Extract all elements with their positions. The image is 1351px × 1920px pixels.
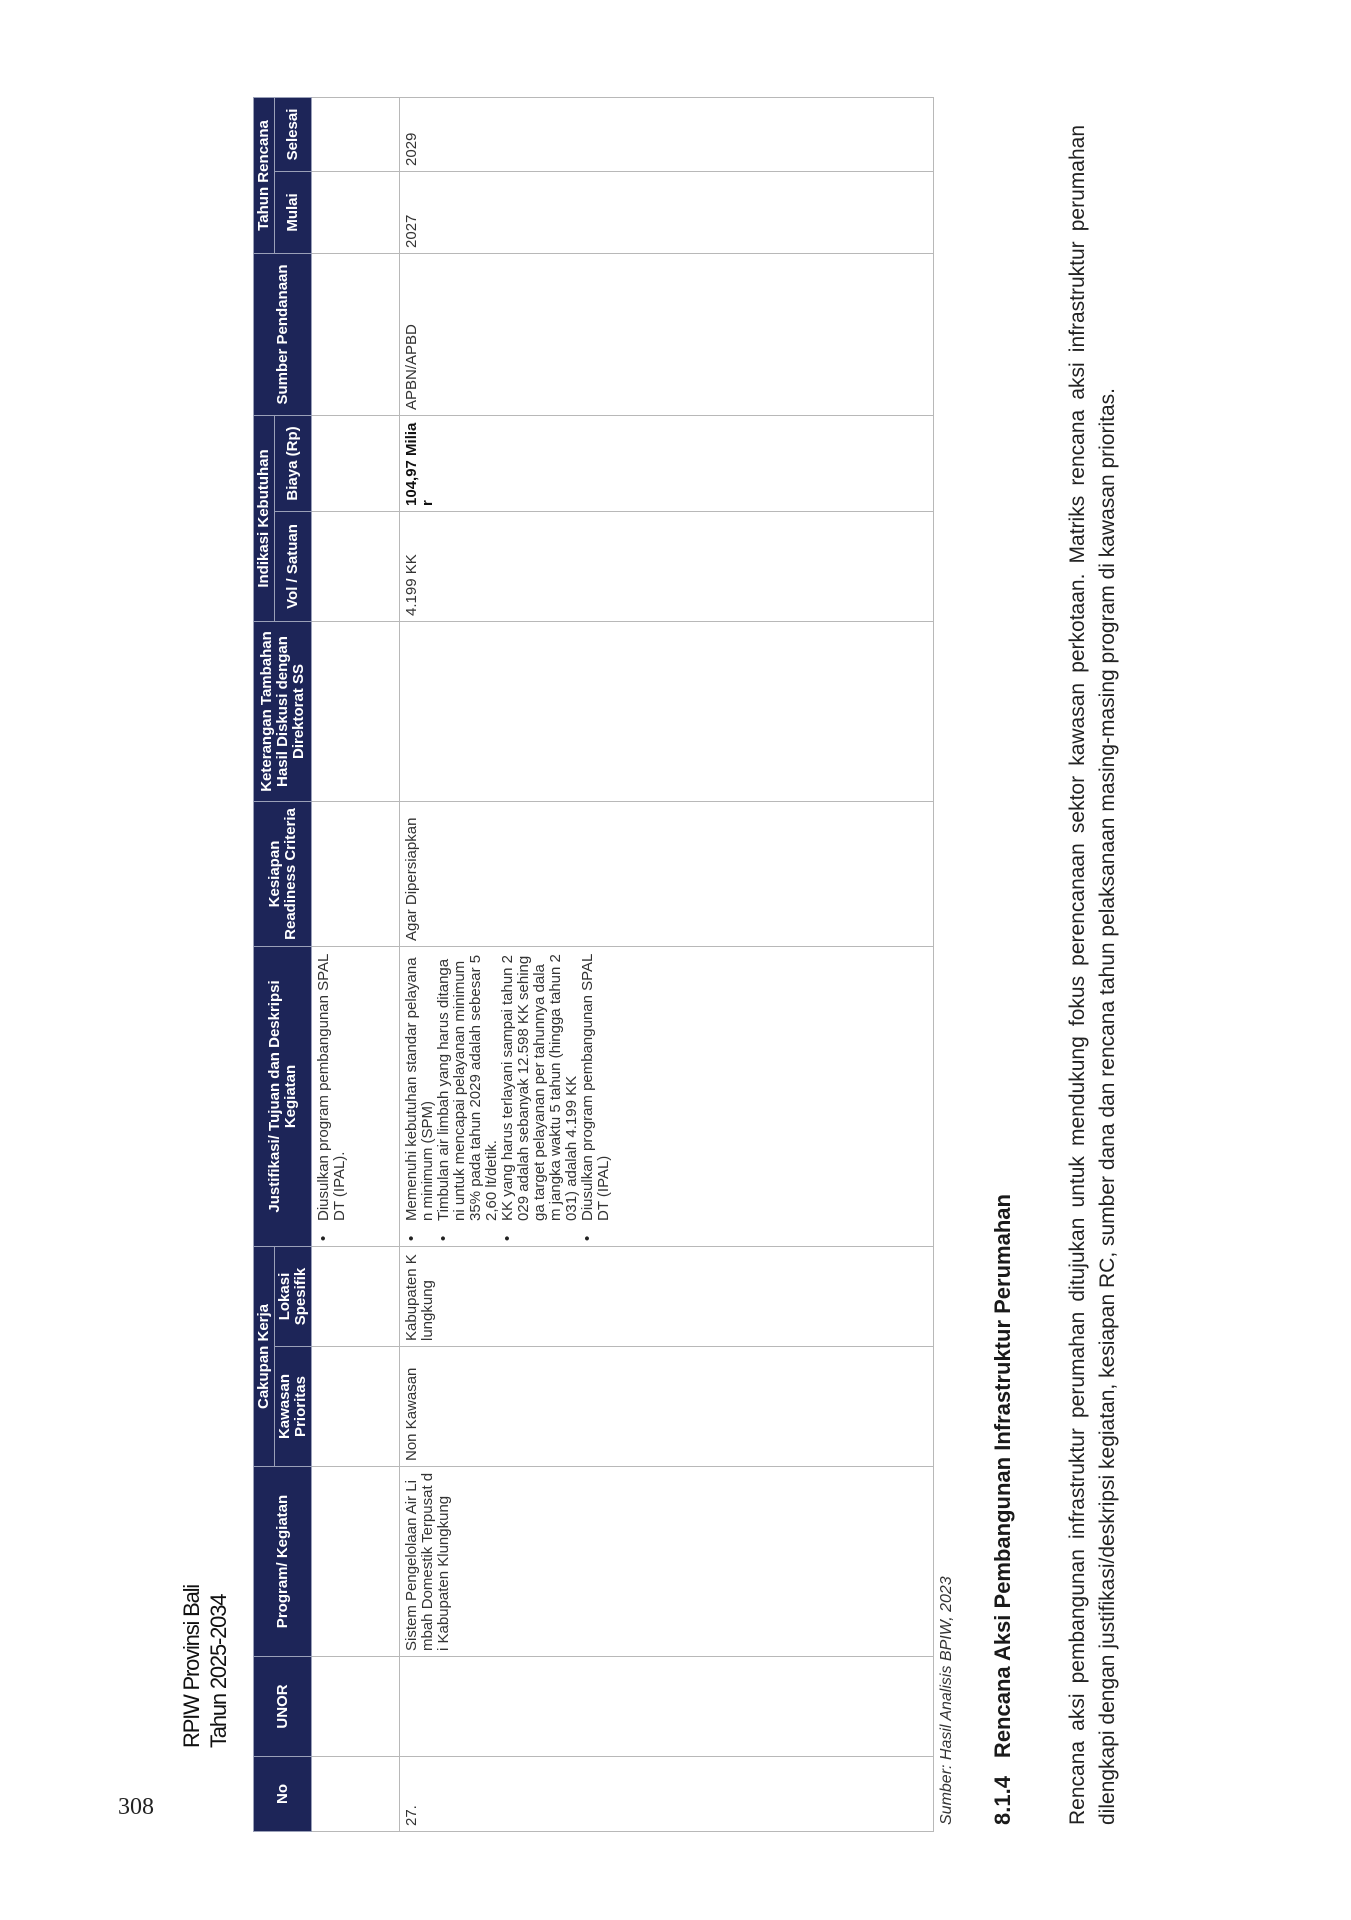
- table-header-row-1: [254, 97, 275, 1831]
- header-unor: UNOR: [254, 1657, 312, 1757]
- action-plan-table: [253, 97, 934, 1832]
- header-kesiapan: Kesiapan Readiness Criteria: [254, 801, 312, 946]
- table-row-continued: [312, 97, 400, 1831]
- header-program: Program/ Kegiatan: [254, 1467, 312, 1657]
- section-paragraph: Rencana aksi pembangunan infrastruktur perumahan ditujukan untuk mendukung fokus perencanaan sektor kawasan perkotaan. Matriks rencana aksi infrastruktur perumahan dilengkapi dengan justifikasi/deskripsi kegiatan, kesiapan RC, sumber dana dan rencana tahun pelaksanaan masing-masing program di kawasan prioritas.: [1066, 125, 1119, 1825]
- section-title: Rencana Aksi Pembangunan Infrastruktur Perumahan: [990, 1194, 1015, 1759]
- header-no: No: [254, 1757, 312, 1832]
- header-selesai: Selesai: [275, 97, 312, 171]
- cell-selesai: 2029: [399, 97, 933, 171]
- header-line-2: Tahun 2025-2034: [206, 1594, 231, 1748]
- cell-program: Sistem Pengelolaan Air Limbah Domestik Terpusat di Kabupaten Klungkung: [399, 1467, 933, 1657]
- header-mulai: Mulai: [275, 171, 312, 253]
- cell-vol: 4.199 KK: [399, 511, 933, 621]
- header-indikasi-kebutuhan: Indikasi Kebutuhan: [254, 415, 275, 621]
- cell-kesiapan: Agar Dipersiapkan: [399, 801, 933, 946]
- cell-justifikasi-prev: [312, 946, 400, 1246]
- cell-sumber: APBN/APBD: [399, 253, 933, 415]
- table-row: [399, 97, 933, 1831]
- header-kawasan-prioritas: Kawasan Prioritas: [275, 1347, 312, 1467]
- cell-unor: [399, 1657, 933, 1757]
- cell-biaya: 104,97 Miliar: [399, 415, 933, 511]
- list-item: • Diusulkan program pembangunan SPALDT (IPAL): [580, 952, 612, 1221]
- cell-no: 27.: [399, 1757, 933, 1832]
- list-item: • Diusulkan program pembangunan SPALDT (IPAL).: [316, 952, 348, 1221]
- cell-keterangan: [399, 621, 933, 801]
- header-tahun-rencana: Tahun Rencana: [254, 97, 275, 253]
- table-source-note: Sumber: Hasil Analisis BPIW, 2023: [938, 1576, 955, 1825]
- header-lokasi-spesifik: Lokasi Spesifik: [275, 1246, 312, 1346]
- list-item: • Timbulan air limbah yang harus ditangani untuk mencapai pelayanan minimum 35% pada tahun 2029 adalah sebesar 52,60 lt/detik.: [436, 952, 500, 1221]
- section-number: 8.1.4: [990, 1776, 1015, 1825]
- list-item: • KK yang harus terlayani sampai tahun 2029 adalah sebanyak 12.598 KK sehingga target pelayanan per tahunnya dalam jangka waktu 5 tahun (hingga tahun 2031) adalah 4.199 KK: [500, 952, 580, 1221]
- header-cakupan-kerja: Cakupan Kerja: [254, 1246, 275, 1466]
- page-number: 308: [118, 1794, 154, 1820]
- header-keterangan: Keterangan Tambahan Hasil Diskusi dengan Direktorat SS: [254, 621, 312, 801]
- section-heading: [990, 1194, 1016, 1825]
- cell-lokasi: Kabupaten Klungkung: [399, 1246, 933, 1346]
- cell-justifikasi: [399, 946, 933, 1246]
- header-biaya: Biaya (Rp): [275, 415, 312, 511]
- header-sumber-pendanaan: Sumber Pendanaan: [254, 253, 312, 415]
- header-vol-satuan: Vol / Satuan: [275, 511, 312, 621]
- header-line-1: RPIW Provinsi Bali: [179, 1585, 204, 1748]
- cell-kawasan: Non Kawasan: [399, 1347, 933, 1467]
- cell-mulai: 2027: [399, 171, 933, 253]
- header-justifikasi: Justifikasi/ Tujuan dan Deskripsi Kegiatan: [254, 946, 312, 1246]
- list-item: • Memenuhi kebutuhan standar pelayanan minimum (SPM): [404, 952, 436, 1221]
